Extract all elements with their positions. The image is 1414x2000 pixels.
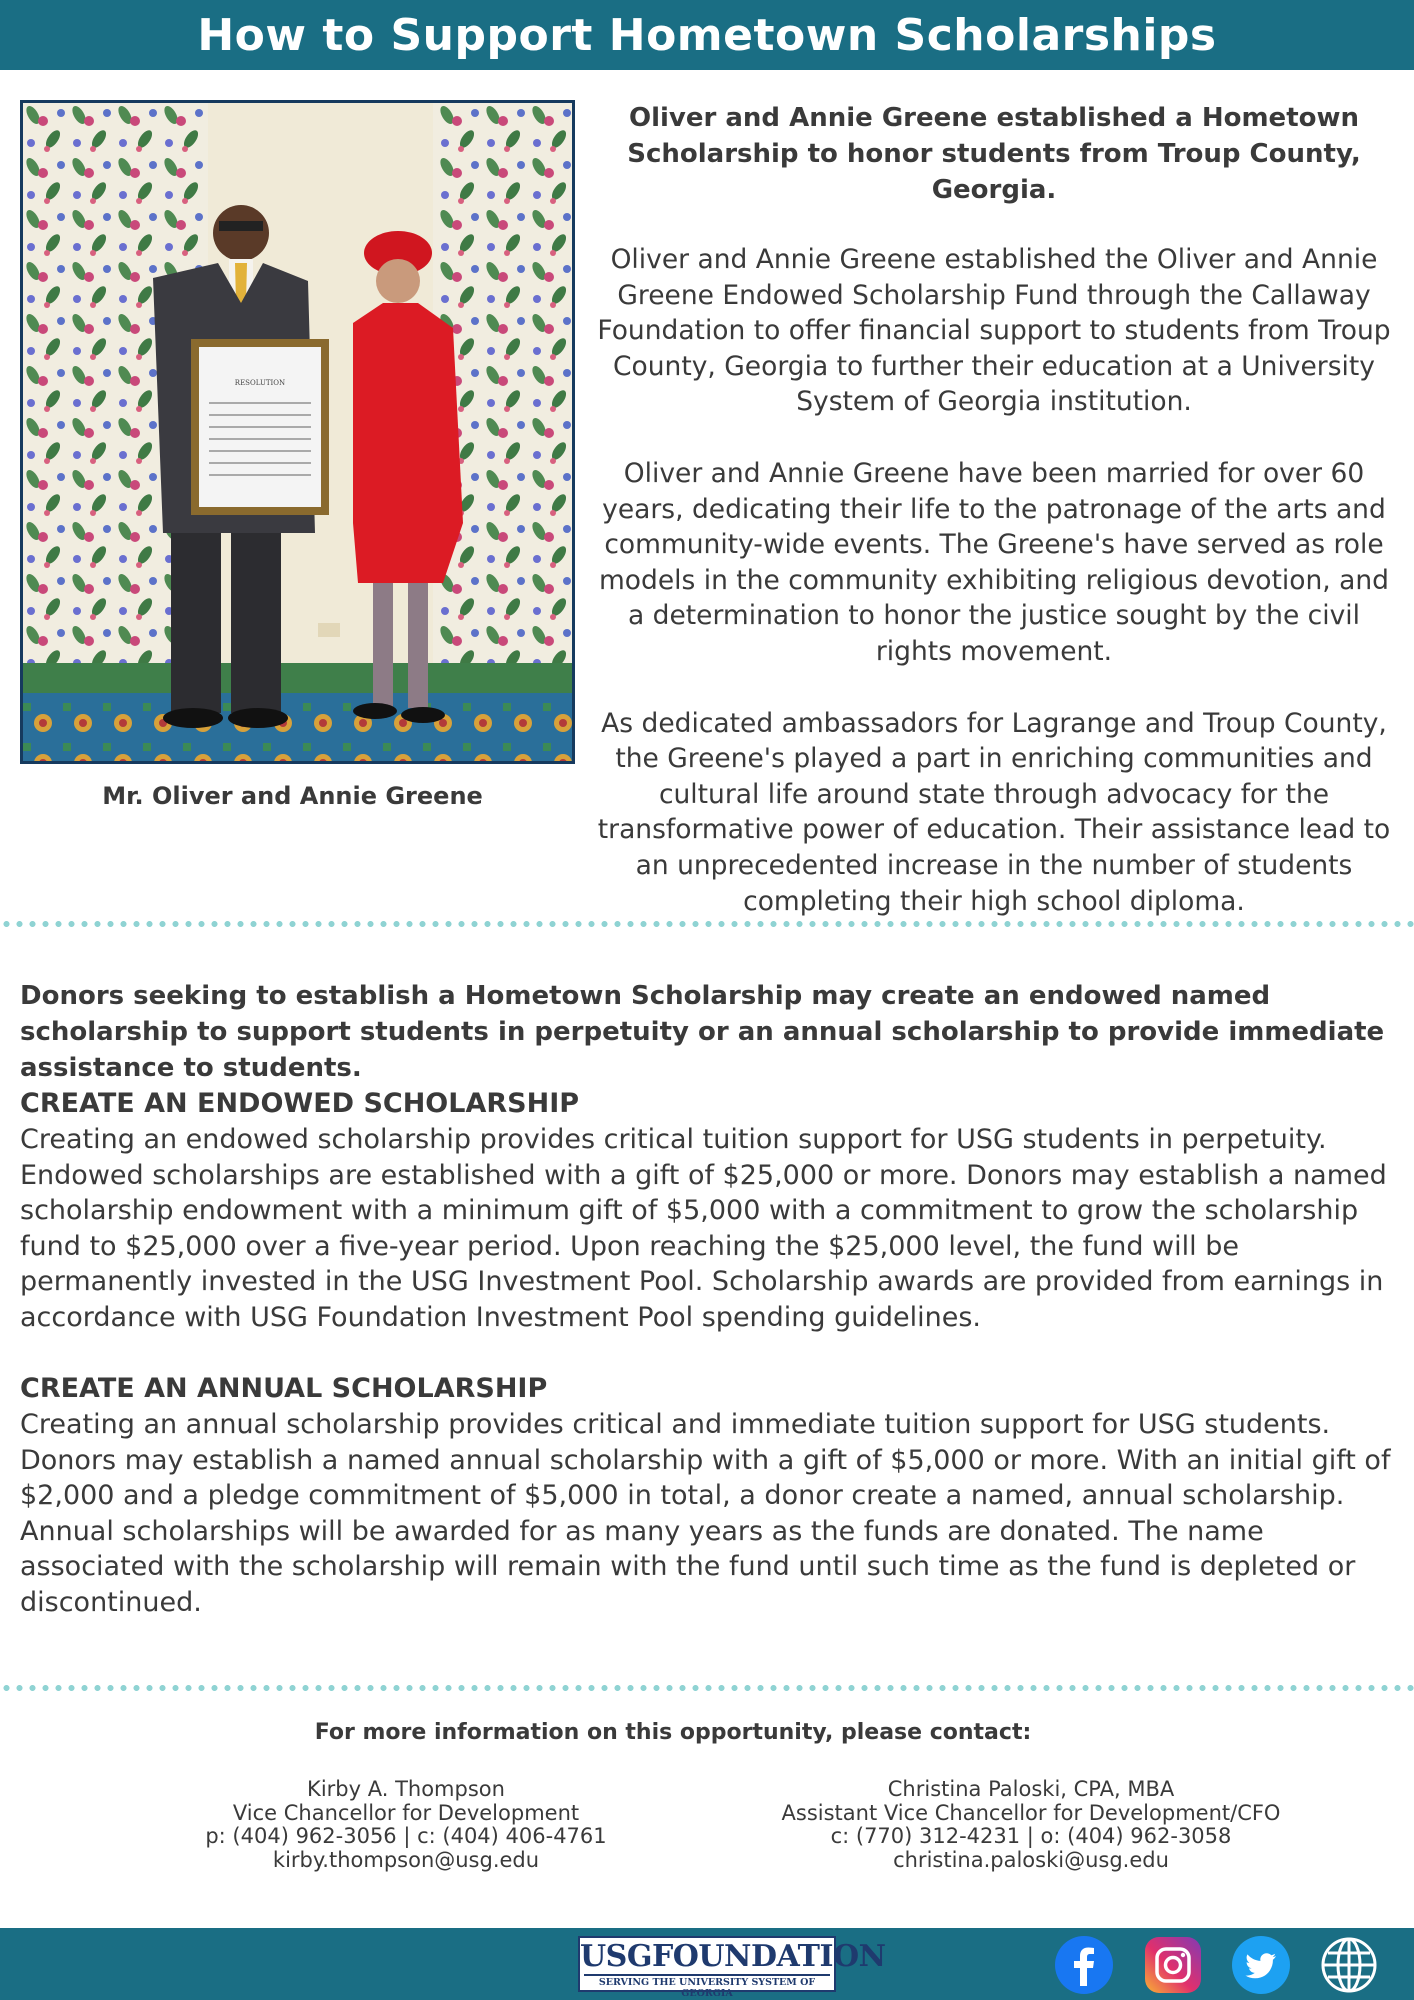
contact-email[interactable]: kirby.thompson@usg.edu — [272, 1847, 540, 1872]
page-title: How to Support Hometown Scholarships — [197, 9, 1217, 61]
contact-title: For more information on this opportunity, please contact: — [314, 1720, 1032, 1745]
usg-foundation-logo — [578, 1936, 886, 1999]
contact-phones: c: (770) 312-4231 | o: (404) 962-3058 — [830, 1824, 1232, 1848]
greene-photo — [20, 100, 575, 764]
globe-icon[interactable] — [1320, 1936, 1378, 1994]
donors-intro: Donors seeking to establish a Hometown Scholarship may create an endowed named scholarship to support students in perpetuity or an annual scholarship to provide immediate assistance to students. — [20, 981, 1385, 1083]
logo-tagline: SERVING THE UNIVERSITY SYSTEM OF GEORGIA — [598, 1977, 816, 1999]
annual-body: Creating an annual scholarship provides critical and immediate tuition support for USG students. Donors may establish a named annual scholarship with a gift of $5,000 or more. With an initial gift of $2,000 and a pledge commitment of $5,000 in total, a donor create a named, annual scholarship. Annual scholarships will be awarded for as many years as the funds are donated. The name associated with the scholarship will remain with the fund until such time as the fund is depleted or discontinued. — [20, 1409, 1391, 1618]
annual-section — [20, 1371, 1414, 1621]
endowed-body: Creating an endowed scholarship provides critical tuition support for USG students in perpetuity. Endowed scholarships are established with a gift of $25,000 or more. Donors may establish a named scholarship endowment with a minimum gift of $5,000 with a commitment to grow the scholarship fund to $25,000 over a five-year period. Upon reaching the $25,000 level, the fund will be permanently invested in the USG Investment Pool. Scholarship awards are provided from earnings in accordance with USG Foundation Investment Pool spending guidelines. — [20, 1124, 1387, 1333]
intro-paragraph: Oliver and Annie Greene established the Oliver and Annie Greene Endowed Scholarship Fund through the Callaway Foundation to offer financial support to students from Troup County, Georgia to further their education at a University System of Georgia institution. — [597, 244, 1391, 418]
contact-name: Christina Paloski, CPA, MBA — [887, 1777, 1175, 1801]
photo-illustration — [23, 103, 572, 761]
intro-paragraph: As dedicated ambassadors for Lagrange and Troup County, the Greene's played a part in enriching communities and cultural life around state through advocacy for the transformative power of education. Their assistance lead to an unprecedented increase in the number of students completing their high school diploma. — [597, 707, 1391, 917]
facebook-icon[interactable] — [1055, 1936, 1113, 1994]
endowed-heading: CREATE AN ENDOWED SCHOLARSHIP — [20, 1088, 580, 1119]
page-header — [0, 0, 1414, 70]
dotted-divider — [0, 920, 1414, 928]
endowed-section — [20, 1086, 1414, 1336]
logo-name: USGFOUNDATION — [580, 1939, 886, 1974]
contact-role: Vice Chancellor for Development — [232, 1800, 580, 1825]
contact-email[interactable]: christina.paloski@usg.edu — [893, 1847, 1169, 1872]
instagram-icon[interactable] — [1144, 1936, 1202, 1994]
logo-rule — [584, 1974, 830, 1976]
contact-phones: p: (404) 962-3056 | c: (404) 406-4761 — [205, 1824, 607, 1848]
contact-name: Kirby A. Thompson — [307, 1777, 505, 1801]
photo-caption: Mr. Oliver and Annie Greene — [102, 782, 483, 810]
contact-role: Assistant Vice Chancellor for Development/CFO — [781, 1800, 1281, 1825]
intro-paragraph: Oliver and Annie Greene have been married for over 60 years, dedicating their life to the patronage of the arts and community-wide events. The Greene's have served as role models in the community exhibiting religious devotion, and a determination to honor the justice sought by the civil rights movement. — [598, 457, 1389, 667]
intro-section — [594, 100, 1394, 955]
twitter-icon[interactable] — [1232, 1936, 1290, 1994]
intro-lead: Oliver and Annie Greene established a Hometown Scholarship to honor students from Troup County, Georgia. — [627, 103, 1361, 205]
contact-card-thompson — [126, 1778, 686, 1872]
annual-heading: CREATE AN ANNUAL SCHOLARSHIP — [20, 1373, 548, 1404]
dotted-divider — [0, 1684, 1414, 1692]
contact-card-paloski — [751, 1778, 1311, 1872]
certificate-heading: RESOLUTION — [234, 379, 286, 387]
